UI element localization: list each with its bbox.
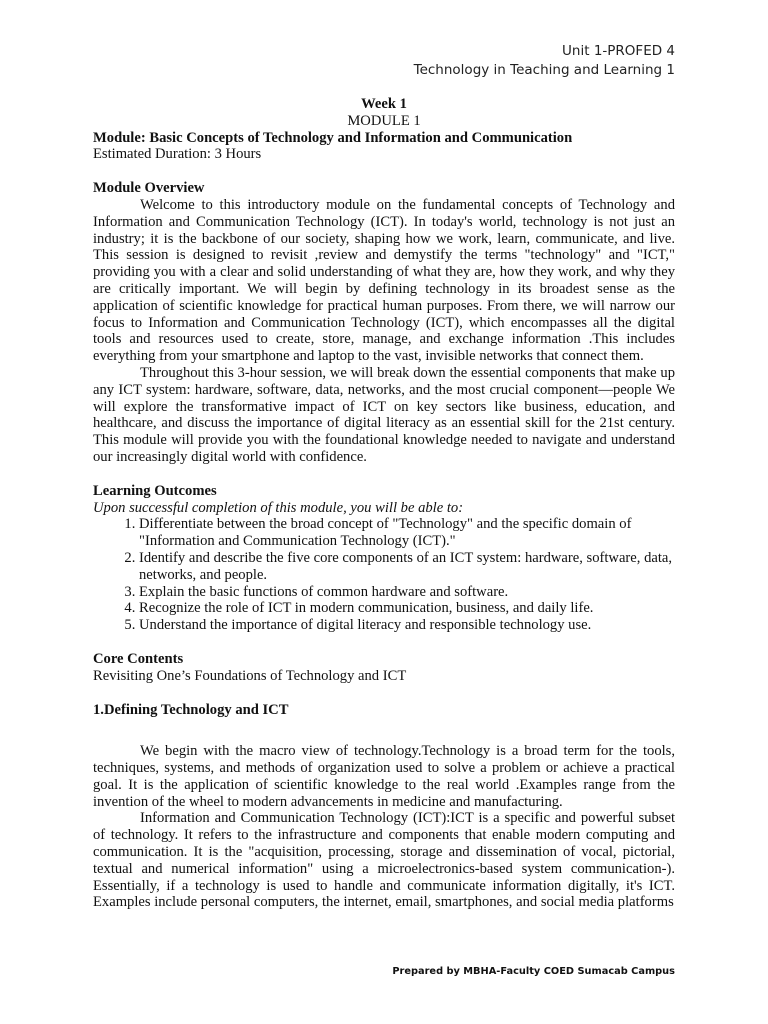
unit-label: Unit 1-PROFED 4 xyxy=(562,43,675,59)
week-title: Week 1 xyxy=(361,96,407,112)
spacer xyxy=(93,718,675,743)
spacer xyxy=(93,685,675,702)
overview-paragraph-1: Welcome to this introductory module on the fundamental concepts of Technology and Information and Communication Technology (ICT). In today's world, technology is not just an industry; it is the backbone of our society, shaping how we work, learn, communicate, and live. This session is designed to revisit ,review and demystify the terms "technology" and "ICT," providing you with a clear and solid understanding of what they are, how they work, and why they are critically important. We will begin by defining technology in its broadest sense as the application of scientific knowledge for practical human purposes. From there, we will narrow our focus to Information and Communication Technology (ICT), which encompasses all the digital tools and resources used to create, store, manage, and exchange information .This includes everything from your smartphone and laptop to the vast, invisible networks that connect them. xyxy=(93,196,675,365)
list-item: 1. Differentiate between the broad concept of "Technology" and the specific domain of "Information and Communication Technology (ICT)." xyxy=(139,516,675,550)
core-heading: Core Contents xyxy=(93,650,184,667)
core-subtitle: Revisiting One’s Foundations of Technology and ICT xyxy=(93,667,407,684)
duration-text: Estimated Duration: 3 Hours xyxy=(93,146,262,163)
spacer xyxy=(93,163,675,180)
list-item: 3. Explain the basic functions of common hardware and software. xyxy=(139,584,675,601)
section-1-heading: 1.Defining Technology and ICT xyxy=(93,701,289,718)
spacer xyxy=(93,634,675,651)
list-item: 2. Identify and describe the five core components of an ICT system: hardware, software, data, networks, and people. xyxy=(139,550,675,584)
module-number: MODULE 1 xyxy=(347,112,421,129)
spacer xyxy=(93,466,675,483)
overview-heading: Module Overview xyxy=(93,180,205,197)
list-item: 4. Recognize the role of ICT in modern communication, business, and daily life. xyxy=(139,600,675,617)
outcomes-heading: Learning Outcomes xyxy=(93,482,217,499)
overview-paragraph-2: Throughout this 3-hour session, we will break down the essential components that make up any ICT system: hardware, software, data, networks, and the most crucial component—people We will explore the transformative impact of ICT on key sectors like business, education, and healthcare, and discuss the importance of digital literacy as an essential skill for the 21st century. This module will provide you with the foundational knowledge needed to navigate and understand our increasingly digital world with confidence. xyxy=(93,364,675,465)
section-1-paragraph-1: We begin with the macro view of technology.Technology is a broad term for the tools, techniques, systems, and methods of organization used to solve a problem or achieve a practical goal. It is the application of scientific knowledge to the real world .Examples range from the invention of the wheel to modern advancements in medicine and manufacturing. xyxy=(93,743,675,810)
outcomes-intro: Upon successful completion of this module, you will be able to: xyxy=(93,499,464,516)
outcomes-list xyxy=(93,516,675,634)
module-title: Module: Basic Concepts of Technology and Information and Communication xyxy=(93,129,573,146)
course-label: Technology in Teaching and Learning 1 xyxy=(413,62,675,78)
page-footer: Prepared by MBHA-Faculty COED Sumacab Campus xyxy=(392,966,675,977)
document-body xyxy=(93,96,675,911)
list-item: 5. Understand the importance of digital literacy and responsible technology use. xyxy=(139,617,675,634)
page-header xyxy=(414,42,675,80)
section-1-paragraph-2: Information and Communication Technology (ICT):ICT is a specific and powerful subset of technology. It refers to the infrastructure and components that enable modern computing and communication. It is the "acquisition, processing, storage and dissemination of vocal, pictorial, textual and numerical information" using a microelectronics-based system communication-). Essentially, if a technology is used to handle and communicate information digitally, it's ICT. Examples include personal computers, the internet, email, smartphones, and social media platforms xyxy=(93,810,675,911)
